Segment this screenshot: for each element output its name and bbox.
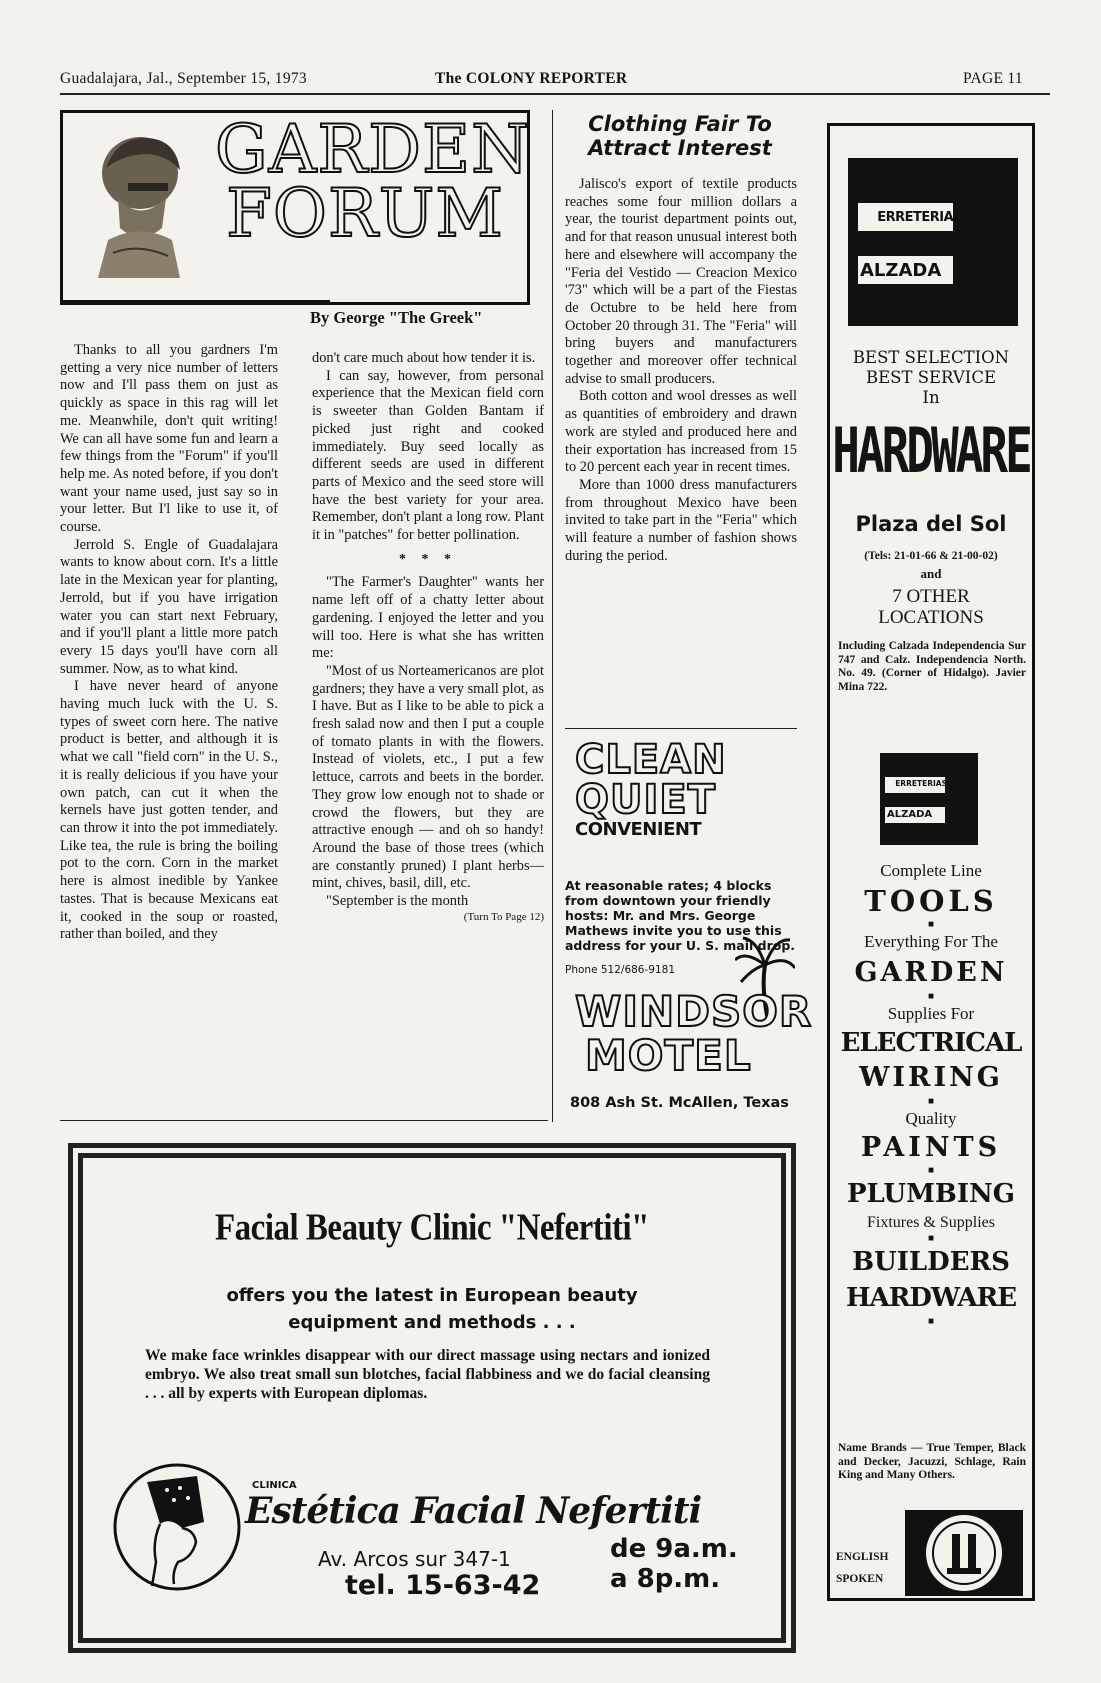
garden: GARDEN xyxy=(854,957,1008,988)
continued-note: (Turn To Page 12) xyxy=(463,910,544,923)
clinic-script-logo: Estética Facial Nefertiti xyxy=(245,1490,702,1532)
clinica-label: CLINICA xyxy=(252,1480,297,1491)
english-spoken xyxy=(836,1546,888,1590)
article-end-rule xyxy=(565,728,797,729)
clothing-headline xyxy=(560,112,800,160)
garden-forum-title xyxy=(215,111,530,252)
clean-word: CLEAN xyxy=(575,737,727,783)
english-line: ENGLISH xyxy=(836,1551,889,1563)
motel-name xyxy=(575,987,813,1080)
box-underline xyxy=(60,300,330,304)
and-label: and xyxy=(920,566,942,581)
garden-column-1 xyxy=(60,342,278,944)
beauty-title: Facial Beauty Clinic "Nefertiti" xyxy=(215,1207,649,1249)
bullet: ■ xyxy=(927,1233,935,1244)
page-number: PAGE 11 xyxy=(963,70,1023,87)
byline: By George "The Greek" xyxy=(310,308,483,327)
paragraph: "The Farmer's Daughter" wants her name left off of a chatty letter about gardening. I enjoyed the letter and you will too. Here is what she has written me: xyxy=(312,574,544,662)
greek-bust-icon xyxy=(88,128,188,283)
clinic-address: Av. Arcos sur 347-1 xyxy=(318,1547,511,1571)
garden-column-2 xyxy=(312,350,544,924)
paper-name: The COLONY REPORTER xyxy=(435,70,628,87)
fixtures: Fixtures & Supplies xyxy=(866,1214,995,1231)
headline-line-2: Attract Interest xyxy=(588,136,772,160)
bullet: ■ xyxy=(927,991,935,1002)
paragraph: "Most of us Norteamericanos are plot gardners; they have a very small plot, as I have. But as I like to be able to pick a fresh salad now and then I put a couple of tomato plants in with the flowers. Instead of violets, etc., I put a few lettuce, carrots and beets in the border. They grow low enough not to shade or crowd the flowers, but they are attractive enough — and oh so handy! Around the base of those trees (which are constantly pruned) I plant herbs—mint, chives, basil, dill, etc. xyxy=(312,662,544,892)
paragraph: don't care much about how tender it is. xyxy=(312,350,536,366)
logo-small-top: ERRETERIAS xyxy=(895,779,947,788)
plumbing: PLUMBING xyxy=(847,1179,1015,1209)
other-locations-line-2: LOCATIONS xyxy=(878,607,984,628)
dateline: Guadalajara, Jal., September 15, 1973 xyxy=(60,70,307,87)
supplies-for: Supplies For xyxy=(887,1004,975,1023)
title-line-1: GARDEN xyxy=(215,111,530,188)
motel-name-line-2: MOTEL xyxy=(585,1031,752,1080)
hardware-line: HARDWARE xyxy=(845,1283,1017,1313)
complete-line: Complete Line xyxy=(880,861,982,880)
wiring: WIRING xyxy=(859,1062,1003,1093)
paints: PAINTS xyxy=(860,1132,1002,1163)
beauty-subtitle xyxy=(90,1282,774,1336)
plaza-del-sol: Plaza del Sol xyxy=(855,512,1007,536)
bullet: ■ xyxy=(927,919,935,930)
hardware-heading: HARDWARE xyxy=(832,414,1030,487)
quality: Quality xyxy=(905,1109,957,1128)
title-line-2: FORUM xyxy=(226,175,504,252)
hours-line-1: de 9a.m. xyxy=(610,1534,738,1564)
paragraph: I can say, however, from personal experience that the Mexican field corn is sweeter than Golden Bantam if picked just right and cooked immediately. Buy seed locally as different seeds are used in different parts of Mexico and the seed store will have the best variety for your area. Remember, don't plant a long row. Plant it in "patches" for better pollination. xyxy=(312,367,544,544)
paragraph: "September is the month xyxy=(326,893,469,910)
builders: BUILDERS xyxy=(852,1247,1010,1277)
slogan-line-1: BEST SELECTION xyxy=(852,348,1010,367)
other-locations-line-1: 7 OTHER xyxy=(892,586,970,607)
motel-name-line-1: WINDSOR xyxy=(575,987,813,1036)
paragraph: Jerrold S. Engle of Guadalajara wants to know about corn. It's a little late in the Mexican year for planting, Jerrold, but if you have irrigation water you can start next February, and if you'll plant a little more patch every 15 days you'll have corn all summer. Now, as to what kind. xyxy=(60,536,278,677)
clinic-phone: tel. 15-63-42 xyxy=(345,1570,541,1601)
everything-for: Everything For The xyxy=(864,932,998,951)
header-rule xyxy=(60,93,1050,95)
paragraph: More than 1000 dress manufacturers from throughout Mexico have been invited to take part in the "Feria" which will feature a number of fashion shows during the period. xyxy=(565,476,797,564)
section-separator: * * * xyxy=(399,551,457,567)
electrical: ELECTRICAL xyxy=(840,1028,1022,1058)
ferreterias-logo-small xyxy=(880,753,978,845)
logo-text-top: ERRETERIAS xyxy=(877,210,962,225)
other-locations xyxy=(830,586,1032,628)
motel-ad-header xyxy=(575,737,727,840)
motel-body: At reasonable rates; 4 blocks from downtown your friendly hosts: Mr. and Mrs. George Mathews invite you to use this address for your U. S. mail drop. xyxy=(565,878,796,953)
tools: TOOLS xyxy=(864,884,998,918)
clothing-article xyxy=(565,176,797,565)
spoken-line: SPOKEN xyxy=(836,1573,884,1585)
chamber-seal-icon xyxy=(905,1510,1023,1596)
slogan xyxy=(830,348,1032,408)
bullet: ■ xyxy=(927,1096,935,1107)
paragraph: Both cotton and wool dresses as well as quantities of embroidery and drawn work are styled and produced here and their exportation has increased from 15 to 20 percent each year in recent times. xyxy=(565,388,797,476)
paragraph: Jalisco's export of textile products reaches some four million dollars a year, the tourist department points out, and for that reason unusual interest both here and elsewhere will accompany the "Feria del Vestido — Creacion Mexico '73" which will be a part of the Fiestas de Octubre to be held here from October 20 through 31. The "Feria" will bring buyers and manufacturers together and moreover offer technical advise to small producers. xyxy=(565,176,797,387)
slogan-line-3: In xyxy=(922,388,940,407)
convenient-word: CONVENIENT xyxy=(575,819,702,840)
slogan-line-2: BEST SERVICE xyxy=(865,368,996,387)
subtitle-line-1: offers you the latest in European beauty xyxy=(226,1285,638,1306)
paragraph: I have never heard of anyone having much luck with the U. S. types of sweet corn here. The native product is better, and although it is what we call "field corn" in the U. S., it is really delicious if you have your own patch, can cut it when the kernels have just gotten tender, and can throw it into the pot immediately. Like tea, the rule is bring the boiling pot to the corn. Corn in the market here is almost inedible by Yankee tastes. That is because Mexicans eat it, cooked in the soup or roasted, rather than boiled, and they xyxy=(60,678,278,943)
subtitle-line-2: equipment and methods . . . xyxy=(288,1312,576,1333)
logo-small-bottom: ALZADA xyxy=(887,809,933,820)
nefertiti-portrait-icon xyxy=(112,1462,242,1592)
column-bottom-rule xyxy=(60,1120,548,1121)
headline-line-1: Clothing Fair To xyxy=(588,112,772,136)
column-divider xyxy=(552,110,553,1122)
quiet-word: QUIET xyxy=(575,777,716,823)
brands-list: Name Brands — True Temper, Black and Decker, Jacuzzi, Schlage, Rain King and Many Others. xyxy=(838,1442,1026,1481)
clinic-hours xyxy=(610,1534,738,1594)
motel-address: 808 Ash St. McAllen, Texas xyxy=(570,1095,789,1111)
motel-phone: Phone 512/686-9181 xyxy=(565,964,675,976)
ferreterias-logo xyxy=(848,158,1018,326)
bullet: ■ xyxy=(927,1316,935,1327)
hours-line-2: a 8p.m. xyxy=(610,1564,721,1594)
locations-list: Including Calzada Independencia Sur 747 and Calz. Independencia North. No. 49. (Corner of Hidalgo). Javier Mina 722. xyxy=(838,640,1026,693)
beauty-body: We make face wrinkles disappear with our direct massage using nectars and ionized embryo. We also treat small sun blotches, facial flabbiness and we do facial cleansing . . . all by experts with European diplomas. xyxy=(145,1347,710,1402)
product-list xyxy=(830,860,1032,1328)
telephones: (Tels: 21-01-66 & 21-00-02) xyxy=(864,550,998,562)
logo-text-bottom: ALZADA xyxy=(860,260,942,281)
bullet: ■ xyxy=(927,1165,935,1176)
paragraph: Thanks to all you gardners I'm getting a very nice number of letters now and I'll pass them on just as quickly as space in this rag will let me. Meanwhile, don't quit writing! We can all have some fun and learn a few things from the "Forum" if you'll help me. As noted before, if you don't want your name used, just say so in your letter. But I'l like to use it, of course. xyxy=(60,342,278,536)
